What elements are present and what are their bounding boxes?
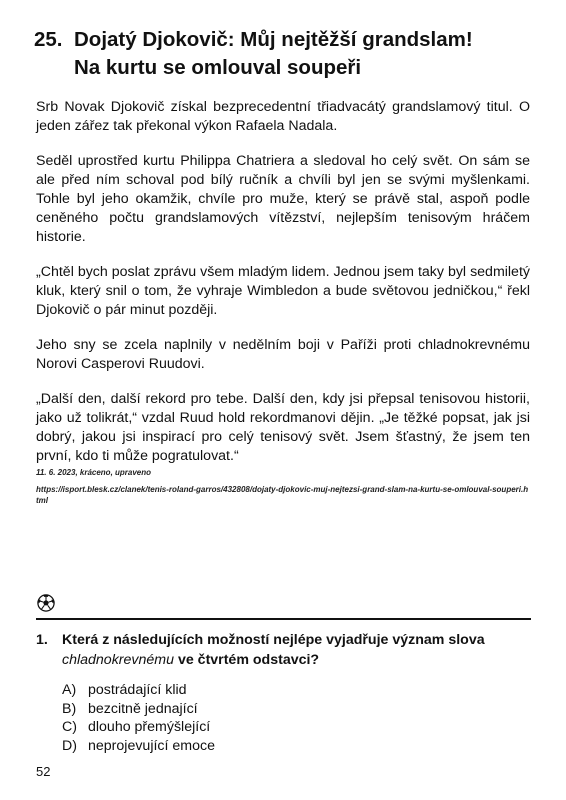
question-text: Která z následujících možností nejlépe vyjadřuje význam slova chladnokrevnému ve čtvrtém odstavci? bbox=[62, 632, 485, 668]
source-url: https://isport.blesk.cz/clanek/tenis-roland-garros/432808/dojaty-djokovic-muj-nejtezsi-grand-slam-na-kurtu-se-omlouval-souperi.html bbox=[36, 485, 529, 505]
article-title bbox=[34, 26, 544, 82]
title-line-2: Na kurtu se omlouval soupeři bbox=[74, 56, 362, 79]
title-line-1: Dojatý Djokovič: Můj nejtěžší grandslam! bbox=[74, 28, 473, 51]
paragraph: „Další den, další rekord pro tebe. Další den, kdy jsi přepsal tenisovou historii, jako už tolikrát,“ vzdal Ruud hold rekordmanovi dějin. „Je těžké popsat, jak jsi dobrý, jakou jsi inspirací pro celý tenisový svět. Jsem šťastný, že jsem ten první, kdo ti může pogratulovat.“ bbox=[36, 391, 530, 464]
paragraph: Jeho sny se zcela naplnily v nedělním boji v Paříži proti chladnokrevnému Norovi Casperovi Ruudovi. bbox=[36, 337, 530, 372]
section-divider bbox=[36, 618, 531, 620]
question bbox=[36, 630, 531, 670]
date-note: 11. 6. 2023, kráceno, upraveno bbox=[36, 468, 152, 477]
article-body bbox=[36, 98, 530, 482]
soccer-ball-icon bbox=[37, 594, 55, 612]
question-number: 1. bbox=[36, 632, 48, 648]
option-d[interactable]: D) neprojevující emoce bbox=[62, 737, 215, 754]
article-number: 25. bbox=[34, 28, 63, 51]
paragraph: „Chtěl bych poslat zprávu všem mladým lidem. Jednou jsem taky byl sedmiletý kluk, který snil o tom, že vyhraje Wimbledon a bude světovou jedničkou,“ řekl Djokovič o pár minut později. bbox=[36, 264, 530, 318]
source-info bbox=[36, 467, 530, 506]
paragraph: Seděl uprostřed kurtu Philippa Chatriera a sledoval ho celý svět. On sám se ale před ním schoval pod bílý ručník a chvíli byl jen se svými myšlenkami. Tohle byl jeho okamžik, chvíle pro muže, který se právě stal, aspoň podle ceněného počtu grandslamových vítězství, nejlepším tenisovým hráčem historie. bbox=[36, 153, 530, 245]
option-c[interactable]: C) dlouho přemýšlející bbox=[62, 719, 211, 735]
option-a[interactable]: A) postrádající klid bbox=[62, 682, 187, 698]
page-number: 52 bbox=[36, 764, 51, 779]
paragraph: Srb Novak Djokovič získal bezprecedentní třiadvacátý grandslamový titul. O jeden zářez tak překonal výkon Rafaela Nadala. bbox=[36, 99, 530, 134]
question-keyword: chladnokrevnému bbox=[62, 652, 174, 668]
option-b[interactable]: B) bezcitně jednající bbox=[62, 700, 198, 717]
answer-options bbox=[62, 681, 215, 755]
